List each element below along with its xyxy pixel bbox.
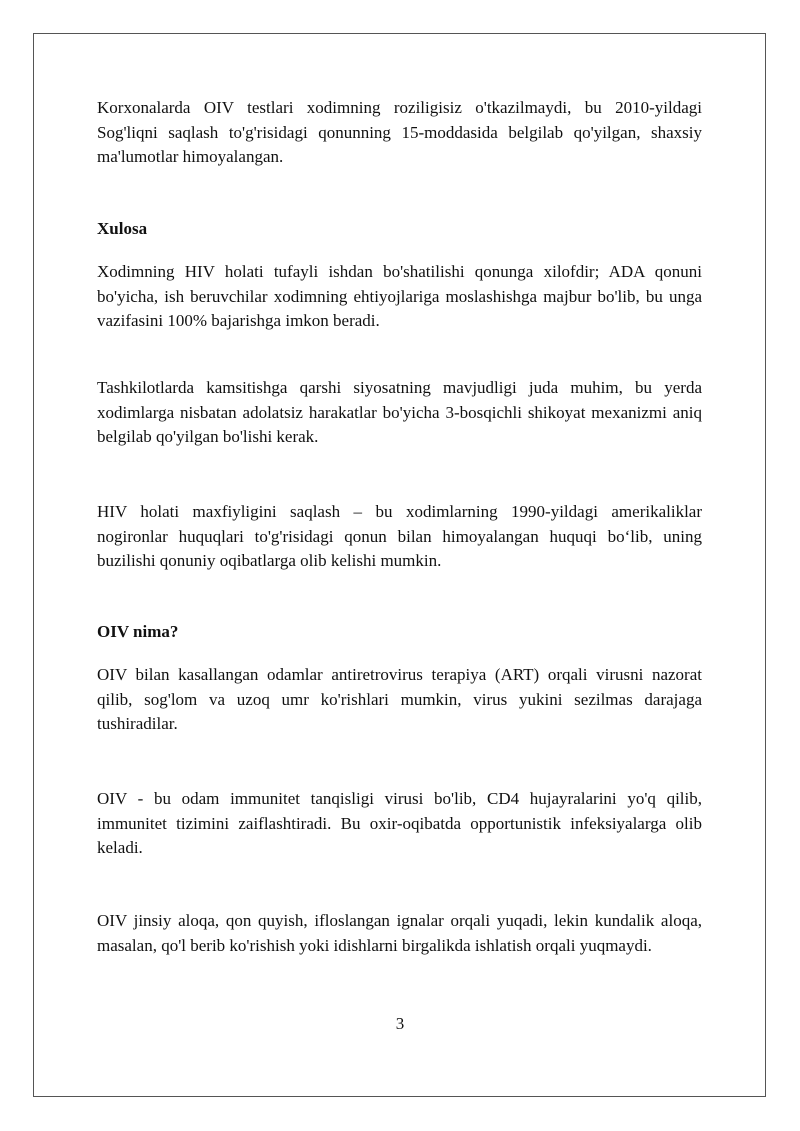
paragraph-oiv-definition: OIV - bu odam immunitet tanqisligi virusi bo'lib, CD4 hujayralarini yo'q qilib, immunitet tizimini zaiflashtiradi. Bu oxir-oqibatda opportunistik infeksiyalarga olib keladi.: [97, 789, 702, 857]
paragraph-hiv-confidentiality: HIV holati maxfiyligini saqlash – bu xodimlarning 1990-yildagi amerikaliklar nogironlar huquqlari to'g'risidagi qonun bilan himoyalangan huquqi bo‘lib, uning buzilishi qonuniy oqibatlarga olib kelishi mumkin.: [97, 502, 702, 570]
paragraph-anti-discrimination-policy: Tashkilotlarda kamsitishga qarshi siyosatning mavjudligi juda muhim, bu yerda xodimlarga nisbatan adolatsiz harakatlar bo'yicha 3-bosqichli shikoyat mexanizmi aniq belgilab qo'yilgan bo'lishi kerak.: [97, 378, 702, 446]
page-number: 3: [395, 1014, 405, 1033]
heading-xulosa: Xulosa: [97, 219, 148, 238]
paragraph-hiv-dismissal: Xodimning HIV holati tufayli ishdan bo'shatilishi qonunga xilofdir; ADA qonuni bo'yicha, ish beruvchilar xodimning ehtiyojlariga moslashishga majbur bo'lib, bu unga vazifasini 100% bajarishga imkon beradi.: [97, 262, 702, 330]
heading-oiv-nima: OIV nima?: [97, 622, 179, 641]
paragraph-art-therapy: OIV bilan kasallangan odamlar antiretrovirus terapiya (ART) orqali virusni nazorat qilib, sog'lom va uzoq umr ko'rishlari mumkin, virus yukini sezilmas darajaga tushiradilar.: [97, 665, 702, 733]
paragraph-oiv-testing: Korxonalarda OIV testlari xodimning roziligisiz o'tkazilmaydi, bu 2010-yildagi Sog'liqni saqlash to'g'risidagi qonunning 15-moddasida belgilab qo'yilgan, shaxsiy ma'lumotlar himoyalangan.: [97, 98, 702, 166]
paragraph-oiv-transmission: OIV jinsiy aloqa, qon quyish, ifloslangan ignalar orqali yuqadi, lekin kundalik aloqa, masalan, qo'l berib ko'rishish yoki idishlarni birgalikda ishlatish orqali yuqmaydi.: [97, 911, 702, 955]
